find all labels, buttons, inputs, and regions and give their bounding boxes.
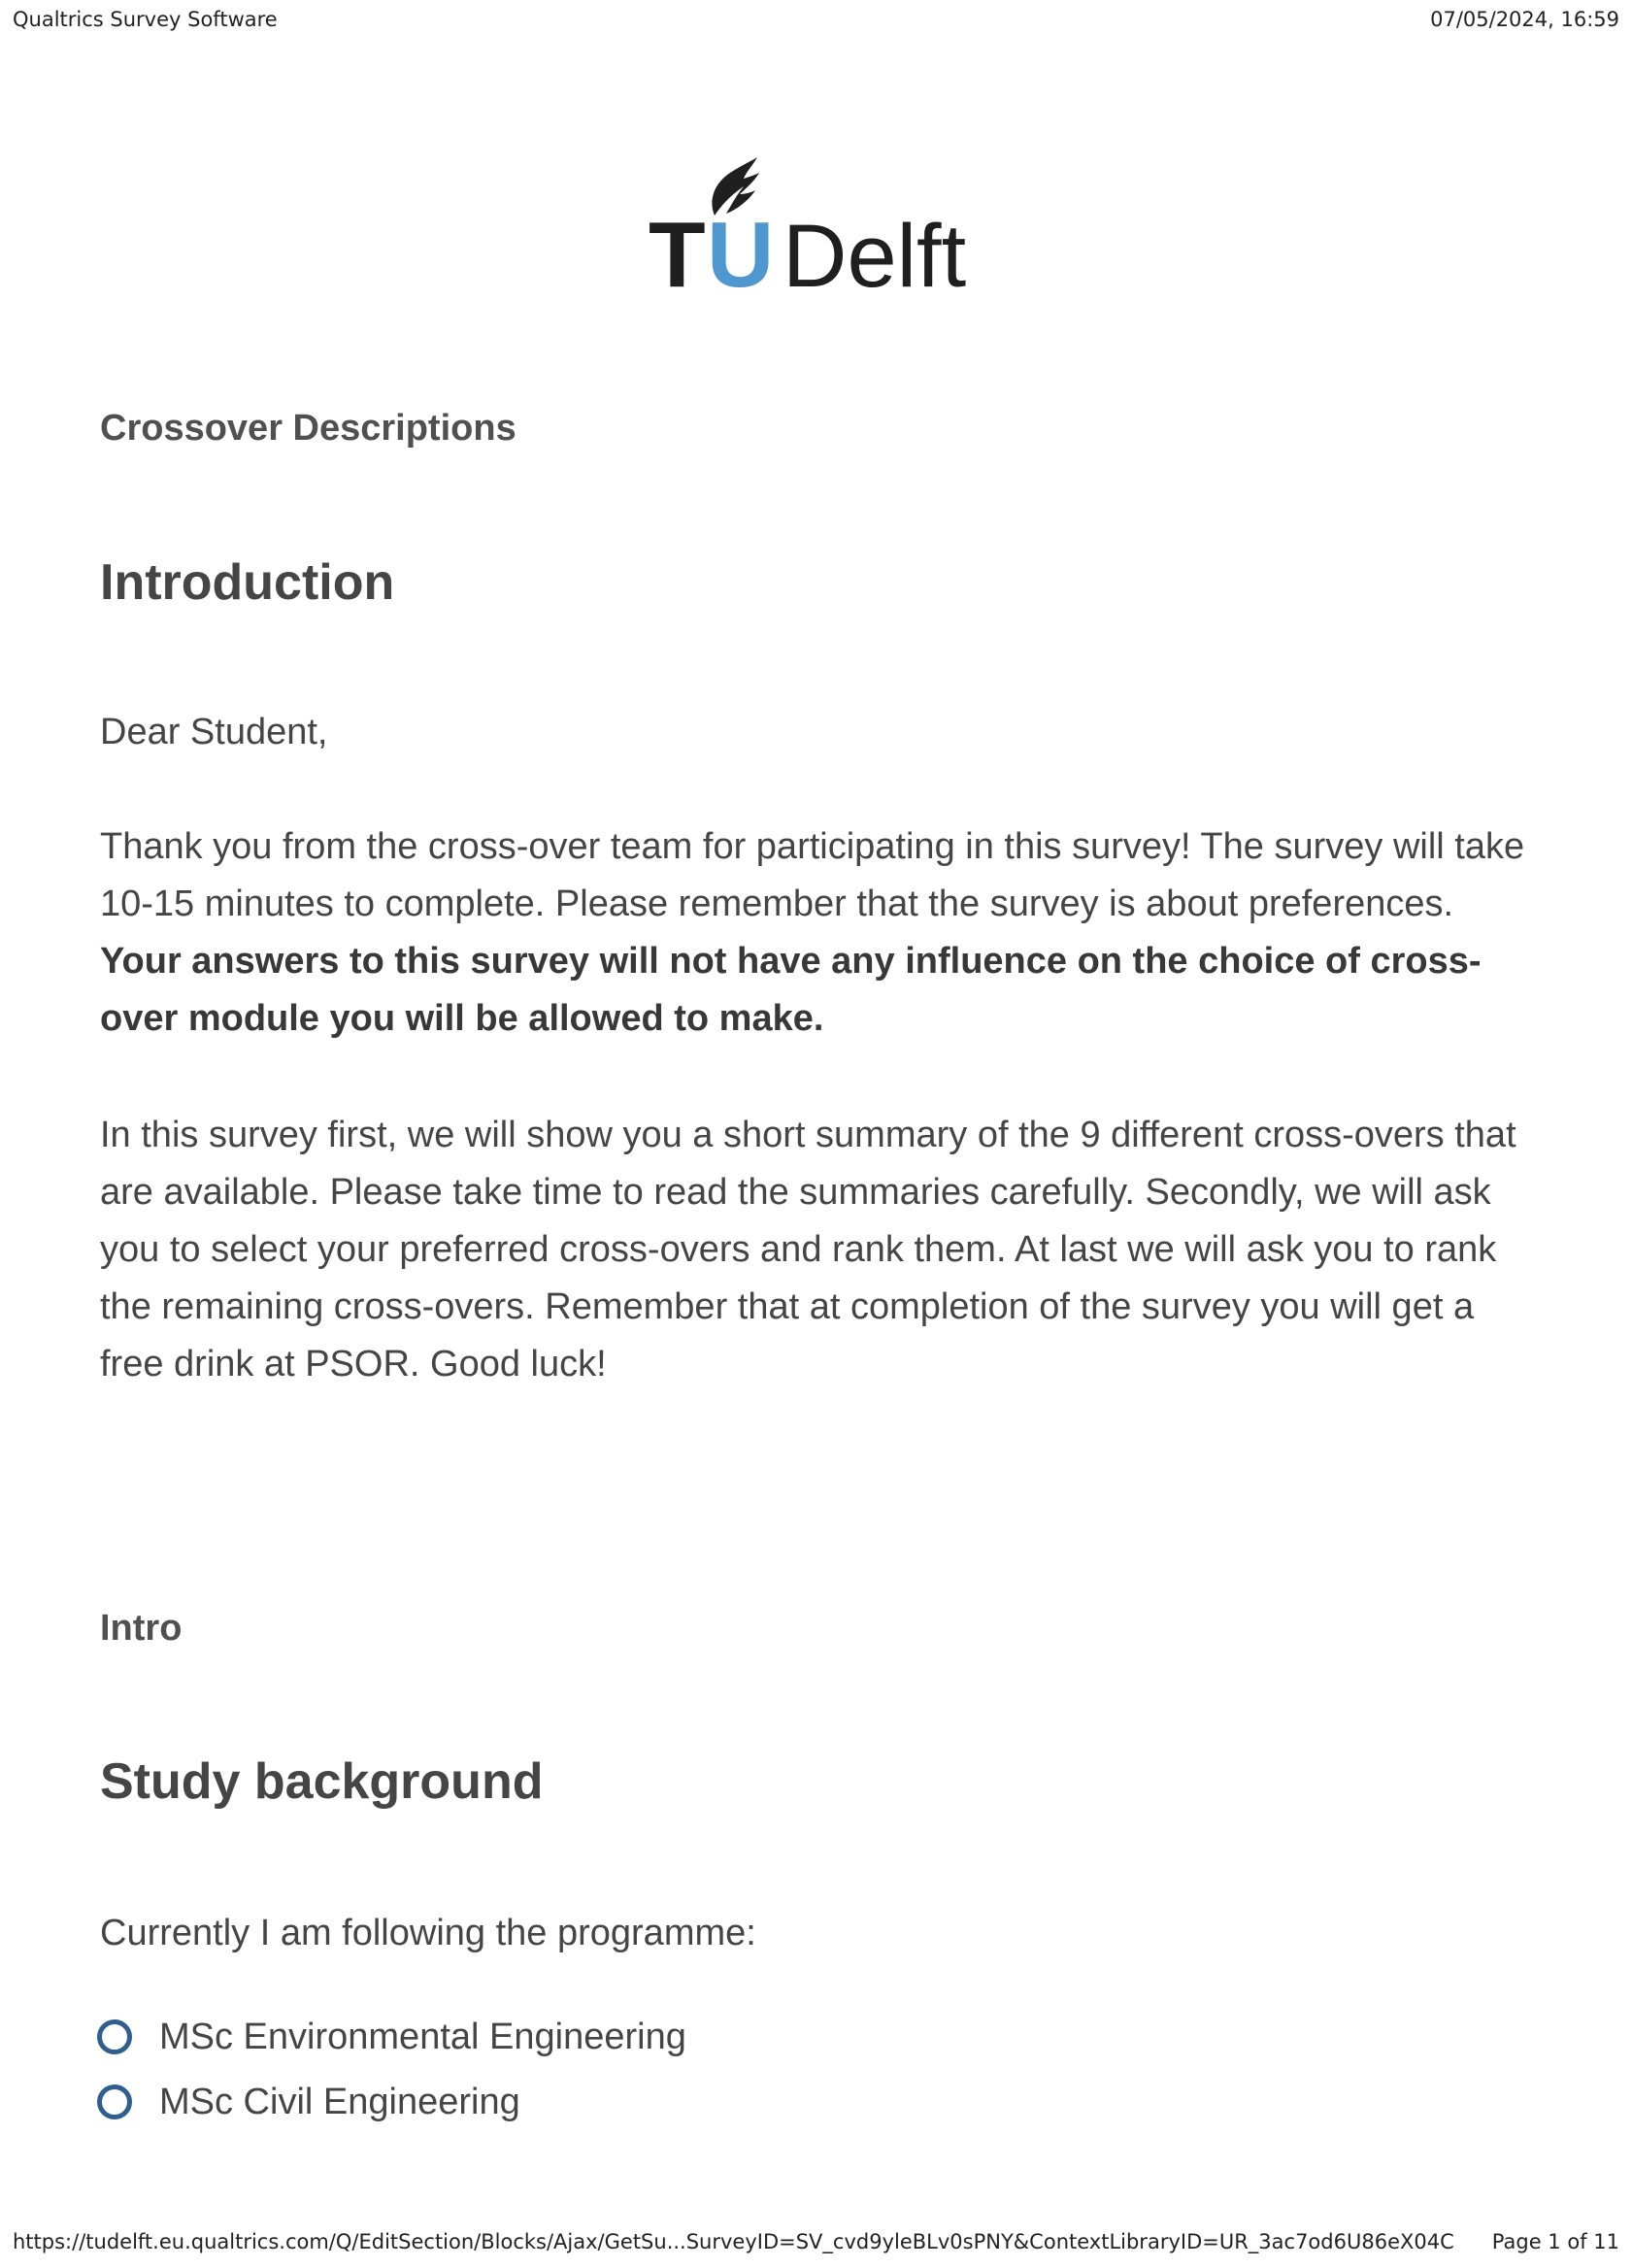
print-header-datetime: 07/05/2024, 16:59 bbox=[1430, 8, 1619, 31]
tu-delft-logo bbox=[649, 155, 988, 296]
option-label: MSc Civil Engineering bbox=[159, 2081, 520, 2122]
greeting-text: Dear Student, bbox=[100, 712, 328, 752]
heading-study-background: Study background bbox=[100, 1753, 544, 1810]
block-title-crossover-descriptions: Crossover Descriptions bbox=[100, 408, 516, 449]
question-programme: Currently I am following the programme: bbox=[100, 1913, 756, 1953]
logo-letter-u: U bbox=[707, 203, 775, 296]
intro-paragraph-text: Thank you from the cross-over team for participating in this survey! The survey will take 10-15 minutes to complete. Please remember that the survey is about preferences. bbox=[100, 826, 1525, 924]
option-msc-civil-engineering[interactable] bbox=[97, 2078, 520, 2126]
print-footer-url: https://tudelft.eu.qualtrics.com/Q/EditSection/Blocks/Ajax/GetSu...SurveyID=SV_cvd9yleBLv0sPNY&ContextLibraryID=UR_3ac7od6U86eX04C bbox=[13, 2230, 1454, 2253]
print-footer-page: Page 1 of 11 bbox=[1491, 2230, 1619, 2253]
instructions-paragraph: In this survey first, we will show you a short summary of the 9 different cross-overs that are available. Please take time to read the summaries carefully. Secondly, we will ask you to select your preferred cross-overs and rank them. At last we will ask you to rank the remaining cross-overs. Remember that at completion of the survey you will get a free drink at PSOR. Good luck! bbox=[100, 1115, 1516, 1384]
logo-word-delft: Delft bbox=[783, 207, 967, 296]
print-header-title: Qualtrics Survey Software bbox=[13, 8, 278, 31]
radio-button-icon[interactable] bbox=[97, 2019, 132, 2054]
intro-paragraph bbox=[100, 818, 1537, 1048]
option-msc-environmental-engineering[interactable] bbox=[97, 2013, 686, 2061]
option-label: MSc Environmental Engineering bbox=[159, 2016, 686, 2057]
radio-button-icon[interactable] bbox=[97, 2085, 132, 2119]
intro-paragraph-bold: Your answers to this survey will not have any influence on the choice of cross-over module you will be allowed to make. bbox=[100, 941, 1482, 1039]
block-title-intro: Intro bbox=[100, 1608, 183, 1649]
logo-letter-t: T bbox=[649, 203, 706, 296]
heading-introduction: Introduction bbox=[100, 554, 395, 611]
